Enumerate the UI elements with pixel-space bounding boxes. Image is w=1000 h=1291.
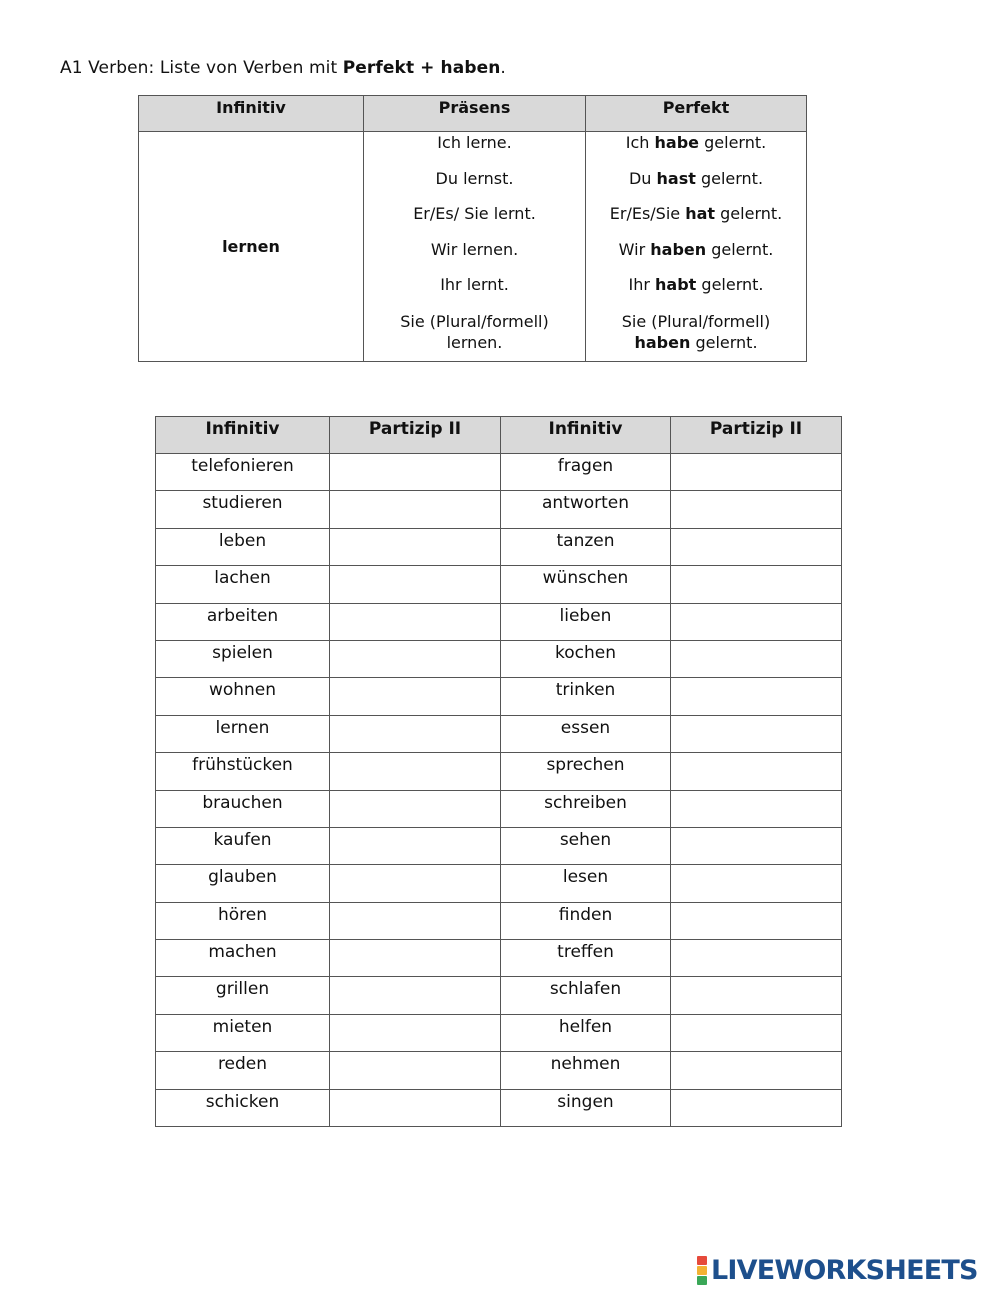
infinitive-cell: schreiben [501, 790, 671, 827]
partizip-answer-cell[interactable] [330, 1089, 501, 1126]
table-row [156, 454, 842, 491]
infinitive-cell: kaufen [156, 827, 330, 864]
infinitive-cell: schlafen [501, 977, 671, 1014]
header-perfekt: Perfekt [586, 96, 807, 132]
table-row [156, 715, 842, 752]
infinitive-cell: glauben [156, 865, 330, 902]
partizip-answer-cell[interactable] [671, 1089, 842, 1126]
partizip-answer-cell[interactable] [330, 1014, 501, 1051]
infinitive-cell: hören [156, 902, 330, 939]
partizip-answer-cell[interactable] [671, 603, 842, 640]
infinitive-cell: machen [156, 940, 330, 977]
partizip-answer-cell[interactable] [671, 454, 842, 491]
infinitive-cell: sehen [501, 827, 671, 864]
perfekt-form: Er/Es/Sie hat gelernt. [609, 204, 783, 223]
table-row [156, 566, 842, 603]
table-row [156, 940, 842, 977]
partizip-answer-cell[interactable] [671, 491, 842, 528]
partizip-answer-cell[interactable] [671, 640, 842, 677]
praesens-form: Er/Es/ Sie lernt. [413, 204, 536, 223]
praesens-form: Wir lernen. [430, 239, 519, 259]
infinitive-cell: lachen [156, 566, 330, 603]
perfekt-form: Ihr habt gelernt. [628, 275, 764, 294]
partizip-answer-cell[interactable] [330, 528, 501, 565]
partizip-answer-cell[interactable] [671, 865, 842, 902]
partizip-answer-cell[interactable] [671, 902, 842, 939]
infinitive-cell: kochen [501, 640, 671, 677]
partizip-answer-cell[interactable] [671, 790, 842, 827]
logo-text: LIVEWORKSHEETS [711, 1254, 978, 1286]
perfekt-form: Ich habe gelernt. [625, 133, 767, 152]
table-row [156, 1014, 842, 1051]
praesens-form: Ihr lernt. [440, 275, 509, 294]
table-row [156, 603, 842, 640]
table-row [156, 827, 842, 864]
partizip-answer-cell[interactable] [671, 753, 842, 790]
header-partizip: Partizip II [330, 417, 501, 454]
infinitive-cell: lesen [501, 865, 671, 902]
partizip-answer-cell[interactable] [671, 1052, 842, 1089]
table-row [156, 753, 842, 790]
partizip-answer-cell[interactable] [330, 491, 501, 528]
infinitive-cell: studieren [156, 491, 330, 528]
partizip-answer-cell[interactable] [330, 940, 501, 977]
verb-table [155, 416, 842, 1127]
infinitive-cell: telefonieren [156, 454, 330, 491]
partizip-answer-cell[interactable] [330, 827, 501, 864]
table-row [156, 528, 842, 565]
table-row [156, 865, 842, 902]
infinitive-cell: singen [501, 1089, 671, 1126]
partizip-answer-cell[interactable] [330, 1052, 501, 1089]
partizip-answer-cell[interactable] [330, 902, 501, 939]
infinitive-cell: antworten [501, 491, 671, 528]
liveworksheets-logo [697, 1255, 978, 1285]
perfekt-form: Du hast gelernt. [628, 168, 764, 188]
infinitive-cell: essen [501, 715, 671, 752]
perfekt-form: Sie (Plural/formell) haben gelernt. [621, 311, 771, 352]
partizip-answer-cell[interactable] [330, 640, 501, 677]
perfekt-cell [586, 132, 807, 362]
header-infinitiv: Infinitiv [139, 96, 364, 132]
infinitive-cell: spielen [156, 640, 330, 677]
partizip-answer-cell[interactable] [330, 603, 501, 640]
infinitive-cell: wünschen [501, 566, 671, 603]
infinitive-cell: frühstücken [156, 753, 330, 790]
infinitive-cell: lernen [139, 132, 364, 362]
table-row [156, 977, 842, 1014]
table-row [156, 491, 842, 528]
infinitive-cell: nehmen [501, 1052, 671, 1089]
infinitive-cell: grillen [156, 977, 330, 1014]
table-row [156, 1052, 842, 1089]
table-row [156, 678, 842, 715]
conjugation-table [138, 95, 807, 362]
partizip-answer-cell[interactable] [330, 753, 501, 790]
partizip-answer-cell[interactable] [330, 790, 501, 827]
partizip-answer-cell[interactable] [330, 454, 501, 491]
infinitive-cell: reden [156, 1052, 330, 1089]
infinitive-cell: trinken [501, 678, 671, 715]
page-title: A1 Verben: Liste von Verben mit Perfekt + haben. [60, 58, 506, 78]
partizip-answer-cell[interactable] [330, 865, 501, 902]
infinitive-cell: arbeiten [156, 603, 330, 640]
table-row [156, 902, 842, 939]
header-partizip: Partizip II [671, 417, 842, 454]
infinitive-cell: helfen [501, 1014, 671, 1051]
infinitive-cell: finden [501, 902, 671, 939]
header-infinitiv: Infinitiv [156, 417, 330, 454]
infinitive-cell: leben [156, 528, 330, 565]
praesens-form: Ich lerne. [437, 133, 512, 152]
infinitive-cell: lernen [156, 715, 330, 752]
partizip-answer-cell[interactable] [671, 528, 842, 565]
perfekt-form: Wir haben gelernt. [618, 239, 774, 259]
partizip-answer-cell[interactable] [671, 977, 842, 1014]
partizip-answer-cell[interactable] [671, 1014, 842, 1051]
infinitive-cell: brauchen [156, 790, 330, 827]
infinitive-cell: mieten [156, 1014, 330, 1051]
header-infinitiv: Infinitiv [501, 417, 671, 454]
praesens-form: Sie (Plural/formell) lernen. [400, 311, 549, 352]
infinitive-cell: fragen [501, 454, 671, 491]
partizip-answer-cell[interactable] [330, 977, 501, 1014]
table-row [156, 1089, 842, 1126]
logo-mark-icon [697, 1256, 707, 1285]
partizip-answer-cell[interactable] [671, 566, 842, 603]
infinitive-cell: treffen [501, 940, 671, 977]
praesens-form: Du lernst. [435, 168, 514, 188]
table-row [156, 790, 842, 827]
partizip-answer-cell[interactable] [330, 678, 501, 715]
partizip-answer-cell[interactable] [330, 715, 501, 752]
table-row [156, 640, 842, 677]
partizip-answer-cell[interactable] [671, 940, 842, 977]
infinitive-cell: wohnen [156, 678, 330, 715]
partizip-answer-cell[interactable] [671, 678, 842, 715]
infinitive-cell: sprechen [501, 753, 671, 790]
infinitive-cell: lieben [501, 603, 671, 640]
header-praesens: Präsens [364, 96, 586, 132]
infinitive-cell: schicken [156, 1089, 330, 1126]
partizip-answer-cell[interactable] [671, 827, 842, 864]
praesens-cell [364, 132, 586, 362]
partizip-answer-cell[interactable] [330, 566, 501, 603]
infinitive-cell: tanzen [501, 528, 671, 565]
partizip-answer-cell[interactable] [671, 715, 842, 752]
